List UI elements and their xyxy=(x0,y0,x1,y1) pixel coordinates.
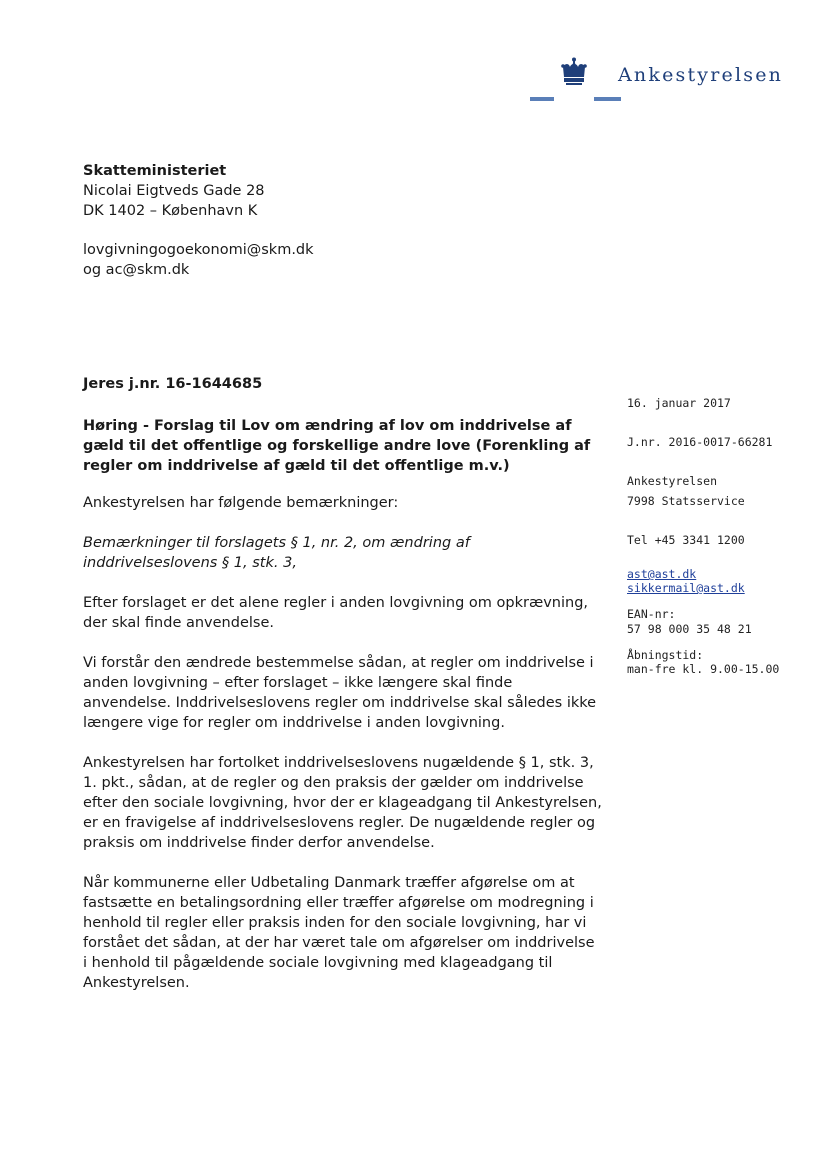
journal-number: J.nr. 2016-0017-66281 xyxy=(627,435,773,449)
recipient-email-1: lovgivningogoekonomi@skm.dk xyxy=(83,242,314,258)
letter-date: 16. januar 2017 xyxy=(627,396,731,410)
email-link[interactable]: ast@ast.dk xyxy=(627,567,697,581)
reference-number: Jeres j.nr. 16-1644685 xyxy=(83,376,263,392)
crown-logo-icon xyxy=(560,57,588,87)
body-paragraph-1: Ankestyrelsen har følgende bemærkninger: xyxy=(83,495,399,511)
logo-bar-right xyxy=(594,97,621,101)
recipient-address xyxy=(83,161,265,221)
ean-label: EAN-nr: xyxy=(627,607,676,621)
body-paragraph-2: Bemærkninger til forslagets § 1, nr. 2, om ændring af inddrivelseslovens § 1, stk. 3, xyxy=(83,535,470,571)
secure-email-link[interactable] xyxy=(627,581,745,596)
recipient-email-2: og ac@skm.dk xyxy=(83,262,190,278)
sender-email-link[interactable] xyxy=(627,567,696,582)
body-paragraph-3: Efter forslaget er det alene regler i anden lovgivning om opkrævning, der skal finde anvendelse. xyxy=(83,595,589,631)
hours-label: Åbningstid: xyxy=(627,648,704,662)
logo-wordmark: Ankestyrelsen xyxy=(618,64,784,86)
logo-bar-left xyxy=(530,97,554,101)
body-paragraph-6: Når kommunerne eller Udbetaling Danmark træffer afgørelse om at fastsætte en betalingsordning eller træffer afgørelse om modregning i henhold til regler eller praksis inden for den sociale lovgivning, har vi forstået det sådan, at der har været tale om afgørelser om inddrivelse i henhold til pågældende sociale lovgivning med klageadgang til Ankestyrelsen. xyxy=(83,875,595,991)
letter-subject: Høring - Forslag til Lov om ændring af lov om inddrivelse af gæld til det offentlige og forskellige andre love (Forenkling af regler om inddrivelse af gæld til det offentlige m.v.) xyxy=(83,418,591,474)
opening-hours: man-fre kl. 9.00-15.00 xyxy=(627,662,780,676)
sender-postal: 7998 Statsservice xyxy=(627,494,745,508)
body-paragraph-5: Ankestyrelsen har fortolket inddrivelseslovens nugældende § 1, stk. 3, 1. pkt., sådan, at de regler og den praksis der gælder om inddrivelse efter den sociale lovgivning, hvor der er klageadgang til Ankestyrelsen, er en fravigelse af inddrivelseslovens regler. De nugældende regler og praksis om inddrivelse finder derfor anvendelse. xyxy=(83,755,602,851)
body-paragraph-4: Vi forstår den ændrede bestemmelse sådan, at regler om inddrivelse i anden lovgivning – efter forslaget – ikke længere skal finde anvendelse. Inddrivelseslovens regler om inddrivelse skal således ikke længere vige for regler om inddrivelse i anden lovgivning. xyxy=(83,655,597,731)
recipient-street: Nicolai Eigtveds Gade 28 xyxy=(83,183,265,199)
sender-phone: Tel +45 3341 1200 xyxy=(627,533,745,547)
recipient-name: Skatteministeriet xyxy=(83,163,227,179)
recipient-city: DK 1402 – København K xyxy=(83,203,258,219)
sender-org: Ankestyrelsen xyxy=(627,474,718,488)
letter-body xyxy=(83,493,603,1013)
ean-number: 57 98 000 35 48 21 xyxy=(627,622,752,636)
secure-email-anchor[interactable]: sikkermail@ast.dk xyxy=(627,581,745,595)
recipient-emails xyxy=(83,240,314,280)
